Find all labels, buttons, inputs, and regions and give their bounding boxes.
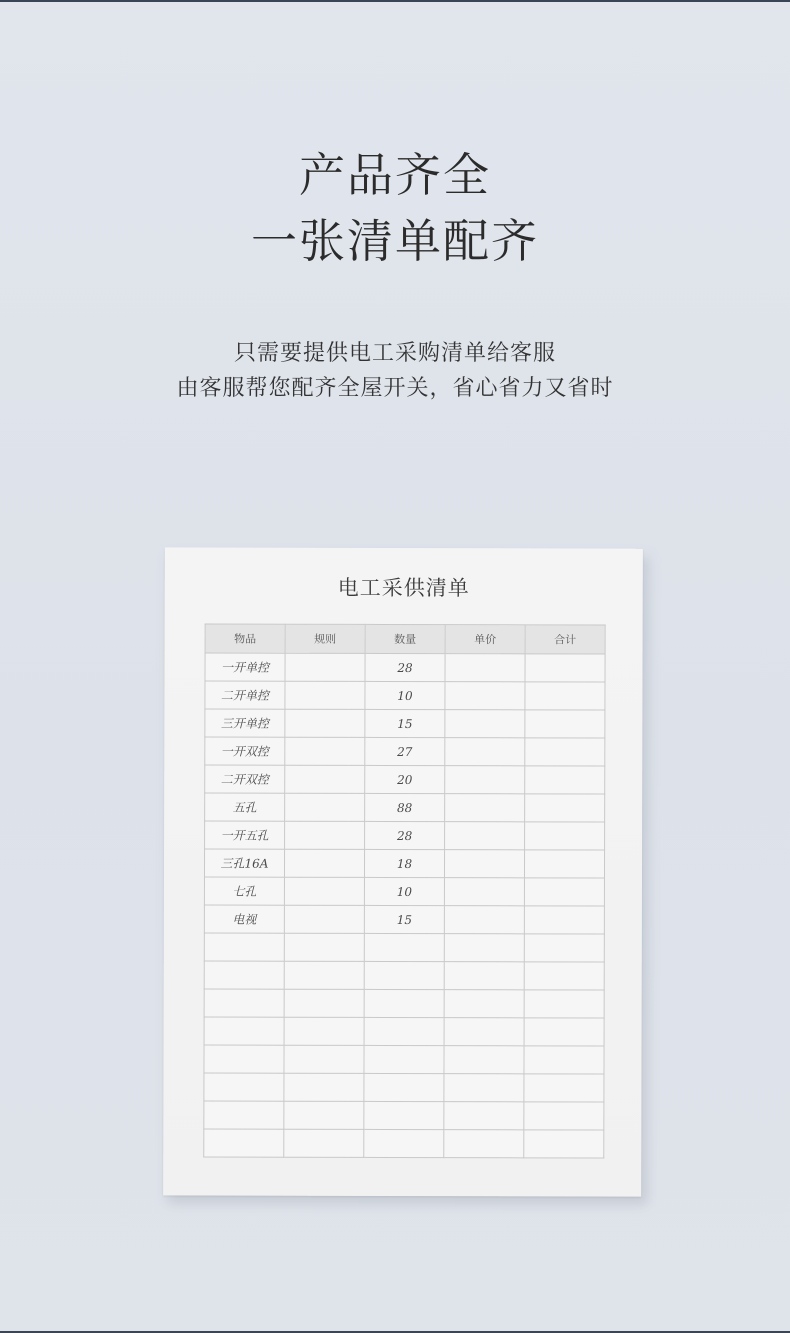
column-header-unit-price: 单价 bbox=[445, 625, 525, 654]
table-row bbox=[204, 961, 604, 990]
table-row bbox=[205, 793, 605, 822]
headline-line-2: 一张清单配齐 bbox=[251, 214, 539, 268]
cell-item: 三孔16A bbox=[204, 849, 284, 877]
cell-total bbox=[524, 934, 604, 962]
cell-quantity bbox=[364, 1073, 444, 1101]
table-row bbox=[205, 737, 605, 766]
cell-total bbox=[524, 1018, 604, 1046]
cell-quantity: 88 bbox=[365, 793, 445, 821]
cell-spec bbox=[285, 653, 365, 681]
cell-spec bbox=[285, 793, 365, 821]
cell-spec bbox=[284, 905, 364, 933]
cell-total bbox=[524, 1074, 604, 1102]
purchase-list-sheet bbox=[163, 547, 643, 1196]
cell-spec bbox=[285, 737, 365, 765]
cell-quantity bbox=[364, 989, 444, 1017]
cell-quantity bbox=[364, 1045, 444, 1073]
table-row bbox=[204, 1017, 604, 1046]
top-edge-rule bbox=[0, 0, 790, 2]
cell-spec bbox=[285, 765, 365, 793]
cell-unit-price bbox=[444, 906, 524, 934]
table-row bbox=[204, 1101, 604, 1130]
cell-unit-price bbox=[444, 962, 524, 990]
column-header-spec: 规则 bbox=[285, 624, 365, 653]
cell-total bbox=[524, 850, 604, 878]
table-row bbox=[204, 877, 604, 906]
cell-total bbox=[525, 710, 605, 738]
table-row bbox=[204, 1129, 604, 1158]
cell-unit-price bbox=[445, 822, 525, 850]
purchase-table bbox=[203, 623, 605, 1158]
table-row bbox=[204, 905, 604, 934]
table-row bbox=[205, 709, 605, 738]
cell-item bbox=[204, 1073, 284, 1101]
cell-spec bbox=[285, 821, 365, 849]
cell-quantity: 10 bbox=[364, 877, 444, 905]
cell-spec bbox=[284, 1101, 364, 1129]
cell-quantity: 28 bbox=[365, 821, 445, 849]
cell-unit-price bbox=[445, 654, 525, 682]
column-header-quantity: 数量 bbox=[365, 624, 445, 653]
cell-item: 电视 bbox=[204, 905, 284, 933]
cell-quantity bbox=[364, 1101, 444, 1129]
cell-unit-price bbox=[444, 1102, 524, 1130]
cell-item: 七孔 bbox=[204, 877, 284, 905]
cell-item bbox=[204, 1129, 284, 1157]
subtitle-line-2: 由客服帮您配齐全屋开关，省心省力又省时 bbox=[176, 376, 614, 401]
cell-spec bbox=[285, 709, 365, 737]
cell-unit-price bbox=[445, 738, 525, 766]
cell-spec bbox=[285, 681, 365, 709]
cell-item: 一开双控 bbox=[205, 737, 285, 765]
cell-item bbox=[204, 989, 284, 1017]
cell-unit-price bbox=[445, 766, 525, 794]
cell-total bbox=[525, 654, 605, 682]
cell-unit-price bbox=[445, 682, 525, 710]
cell-item bbox=[204, 961, 284, 989]
cell-quantity: 27 bbox=[365, 737, 445, 765]
cell-quantity bbox=[364, 1129, 444, 1157]
table-row bbox=[205, 653, 605, 682]
cell-quantity bbox=[364, 1017, 444, 1045]
cell-total bbox=[524, 1102, 604, 1130]
headline-line-1: 产品齐全 bbox=[299, 148, 491, 202]
cell-item: 三开单控 bbox=[205, 709, 285, 737]
cell-item: 一开五孔 bbox=[205, 821, 285, 849]
cell-spec bbox=[284, 933, 364, 961]
cell-spec bbox=[284, 877, 364, 905]
cell-total bbox=[525, 738, 605, 766]
table-row bbox=[204, 989, 604, 1018]
cell-total bbox=[524, 906, 604, 934]
cell-unit-price bbox=[444, 1074, 524, 1102]
cell-quantity: 18 bbox=[364, 849, 444, 877]
cell-item bbox=[204, 1017, 284, 1045]
cell-quantity bbox=[364, 961, 444, 989]
cell-item: 二开双控 bbox=[205, 765, 285, 793]
cell-total bbox=[524, 990, 604, 1018]
cell-unit-price bbox=[444, 990, 524, 1018]
cell-quantity: 10 bbox=[365, 681, 445, 709]
cell-unit-price bbox=[444, 1130, 524, 1158]
cell-item bbox=[204, 1101, 284, 1129]
cell-unit-price bbox=[444, 850, 524, 878]
table-header-row bbox=[205, 624, 605, 654]
table-row bbox=[204, 933, 604, 962]
cell-spec bbox=[284, 989, 364, 1017]
cell-total bbox=[525, 794, 605, 822]
table-row bbox=[204, 1045, 604, 1074]
cell-spec bbox=[284, 1017, 364, 1045]
cell-unit-price bbox=[444, 878, 524, 906]
cell-unit-price bbox=[444, 934, 524, 962]
table-row bbox=[204, 849, 604, 878]
subtitle-line-1: 只需要提供电工采购清单给客服 bbox=[233, 341, 556, 366]
cell-total bbox=[525, 822, 605, 850]
cell-quantity: 15 bbox=[364, 905, 444, 933]
table-row bbox=[205, 765, 605, 794]
cell-unit-price bbox=[444, 1046, 524, 1074]
cell-total bbox=[524, 878, 604, 906]
cell-unit-price bbox=[445, 710, 525, 738]
cell-item: 二开单控 bbox=[205, 681, 285, 709]
table-row bbox=[205, 821, 605, 850]
cell-item bbox=[204, 933, 284, 961]
cell-spec bbox=[284, 1129, 364, 1157]
cell-total bbox=[525, 766, 605, 794]
cell-total bbox=[525, 682, 605, 710]
cell-item: 五孔 bbox=[205, 793, 285, 821]
cell-spec bbox=[284, 961, 364, 989]
cell-unit-price bbox=[444, 1018, 524, 1046]
cell-item bbox=[204, 1045, 284, 1073]
cell-spec bbox=[284, 1045, 364, 1073]
cell-total bbox=[524, 962, 604, 990]
column-header-item: 物品 bbox=[205, 624, 285, 653]
cell-unit-price bbox=[445, 794, 525, 822]
cell-quantity: 15 bbox=[365, 709, 445, 737]
cell-quantity: 28 bbox=[365, 653, 445, 681]
cell-total bbox=[524, 1046, 604, 1074]
cell-total bbox=[524, 1130, 604, 1158]
sheet-title: 电工采供清单 bbox=[337, 575, 470, 601]
table-row bbox=[204, 1073, 604, 1102]
cell-quantity: 20 bbox=[365, 765, 445, 793]
cell-spec bbox=[284, 1073, 364, 1101]
cell-quantity bbox=[364, 933, 444, 961]
column-header-total: 合计 bbox=[525, 625, 605, 654]
table-row bbox=[205, 681, 605, 710]
cell-spec bbox=[284, 849, 364, 877]
cell-item: 一开单控 bbox=[205, 653, 285, 681]
